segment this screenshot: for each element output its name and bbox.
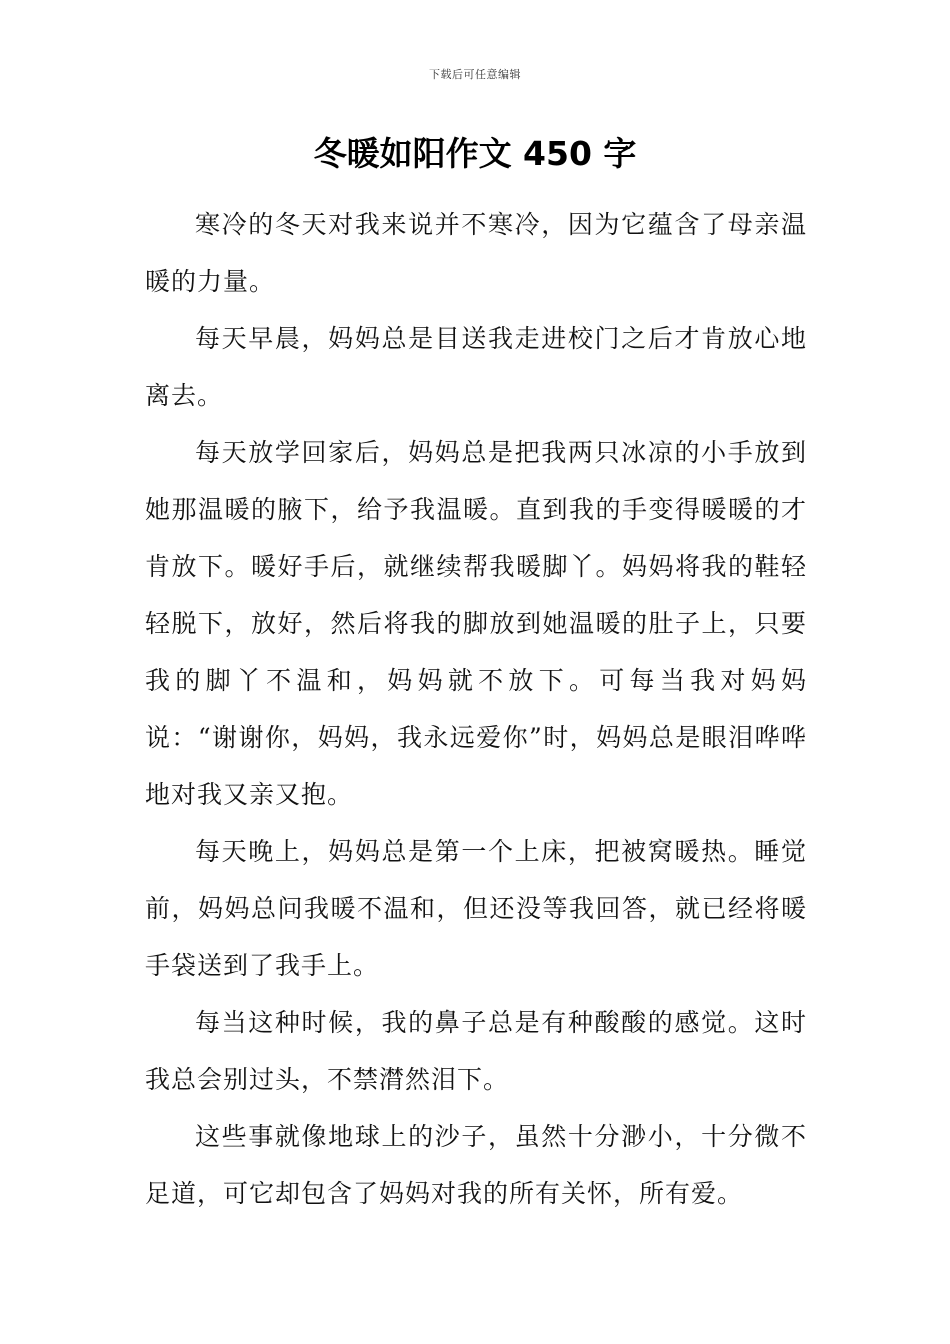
paragraph-4: 每天晚上，妈妈总是第一个上床，把被窝暖热。睡觉前，妈妈总问我暖不温和，但还没等我回答，就已经将暖手袋送到了我手上。 xyxy=(145,837,807,980)
paragraph-5: 每当这种时候，我的鼻子总是有种酸酸的感觉。这时我总会别过头，不禁潸然泪下。 xyxy=(145,1008,807,1094)
header-note: 下载后可任意编辑 xyxy=(429,68,521,81)
paragraph-1: 寒冷的冬天对我来说并不寒冷，因为它蕴含了母亲温暖的力量。 xyxy=(145,210,807,296)
paragraph-2: 每天早晨，妈妈总是目送我走进校门之后才肯放心地离去。 xyxy=(145,324,807,410)
document-title: 冬暖如阳作文 450 字 xyxy=(313,134,637,173)
document-body xyxy=(145,196,807,1222)
paragraph-3: 每天放学回家后，妈妈总是把我两只冰凉的小手放到她那温暖的腋下，给予我温暖。直到我的手变得暖暖的才肯放下。暖好手后，就继续帮我暖脚丫。妈妈将我的鞋轻轻脱下，放好，然后将我的脚放到她温暖的肚子上，只要我的脚丫不温和，妈妈就不放下。可每当我对妈妈说：“谢谢你，妈妈，我永远爱你”时，妈妈总是眼泪哗哗地对我又亲又抱。 xyxy=(145,438,807,809)
paragraph-6: 这些事就像地球上的沙子，虽然十分渺小，十分微不足道，可它却包含了妈妈对我的所有关怀，所有爱。 xyxy=(145,1122,807,1208)
